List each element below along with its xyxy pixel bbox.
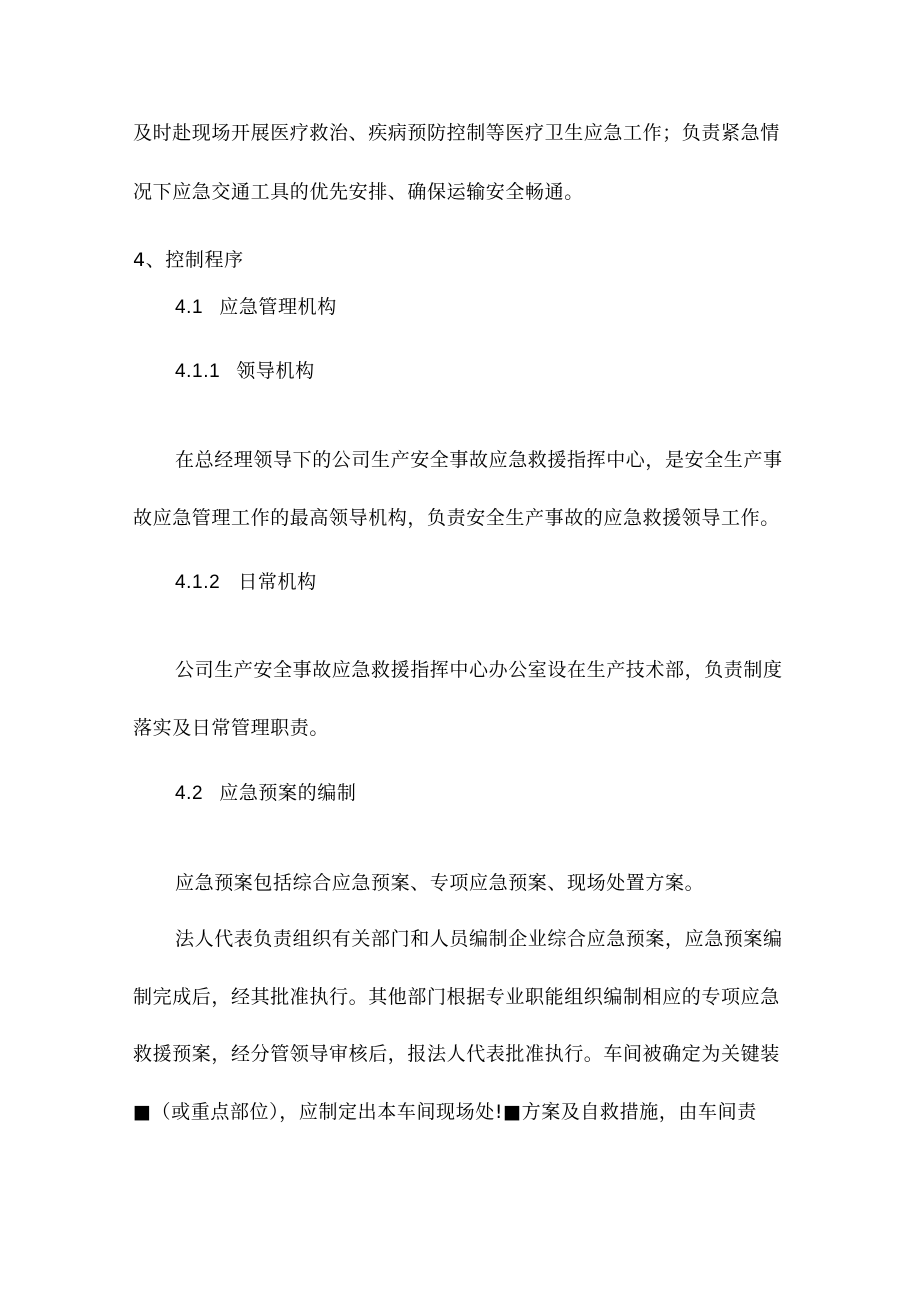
section-heading-4-2 xyxy=(175,781,356,806)
paragraph-line: 落实及日常管理职责。 xyxy=(133,717,330,739)
paragraph-line: 应急预案包括综合应急预案、专项应急预案、现场处置方案。 xyxy=(175,872,705,894)
section-number: 4.1.2 xyxy=(175,572,221,593)
paragraph-line: 法人代表负责组织有关部门和人员编制企业综合应急预案，应急预案编 xyxy=(175,928,783,950)
paragraph-line: 况下应急交通工具的优先安排、确保运输安全畅通。 xyxy=(133,181,584,203)
section-heading-4: 4、控制程序 xyxy=(133,249,244,271)
section-title: 日常机构 xyxy=(238,571,317,593)
paragraph-line: 故应急管理工作的最高领导机构，负责安全生产事故的应急救援领导工作。 xyxy=(133,507,780,529)
paragraph-line: 及时赴现场开展医疗救治、疾病预防控制等医疗卫生应急工作；负责紧急情 xyxy=(133,122,780,144)
paragraph-line: 救援预案，经分管领导审核后，报法人代表批准执行。车间被确定为关键装 xyxy=(133,1043,780,1065)
paragraph-line: 公司生产安全事故应急救援指挥中心办公室设在生产技术部，负责制度 xyxy=(175,659,783,681)
section-title: 应急管理机构 xyxy=(219,296,337,318)
section-heading-4-1-1 xyxy=(175,359,315,384)
section-heading-4-1 xyxy=(175,295,337,320)
section-number: 4.2 xyxy=(175,783,204,804)
section-number: 4.1 xyxy=(175,297,204,318)
section-heading-4-1-2 xyxy=(175,570,317,595)
paragraph-line: 制完成后，经其批准执行。其他部门根据专业职能组织编制相应的专项应急 xyxy=(133,986,780,1008)
paragraph-line: 在总经理领导下的公司生产安全事故应急救援指挥中心，是安全生产事 xyxy=(175,449,783,471)
section-title: 领导机构 xyxy=(236,360,315,382)
section-number: 4.1.1 xyxy=(175,361,221,382)
paragraph-line: ■（或重点部位），应制定出本车间现场处!■方案及自救措施，由车间责 xyxy=(133,1101,757,1123)
section-title: 应急预案的编制 xyxy=(219,782,357,804)
